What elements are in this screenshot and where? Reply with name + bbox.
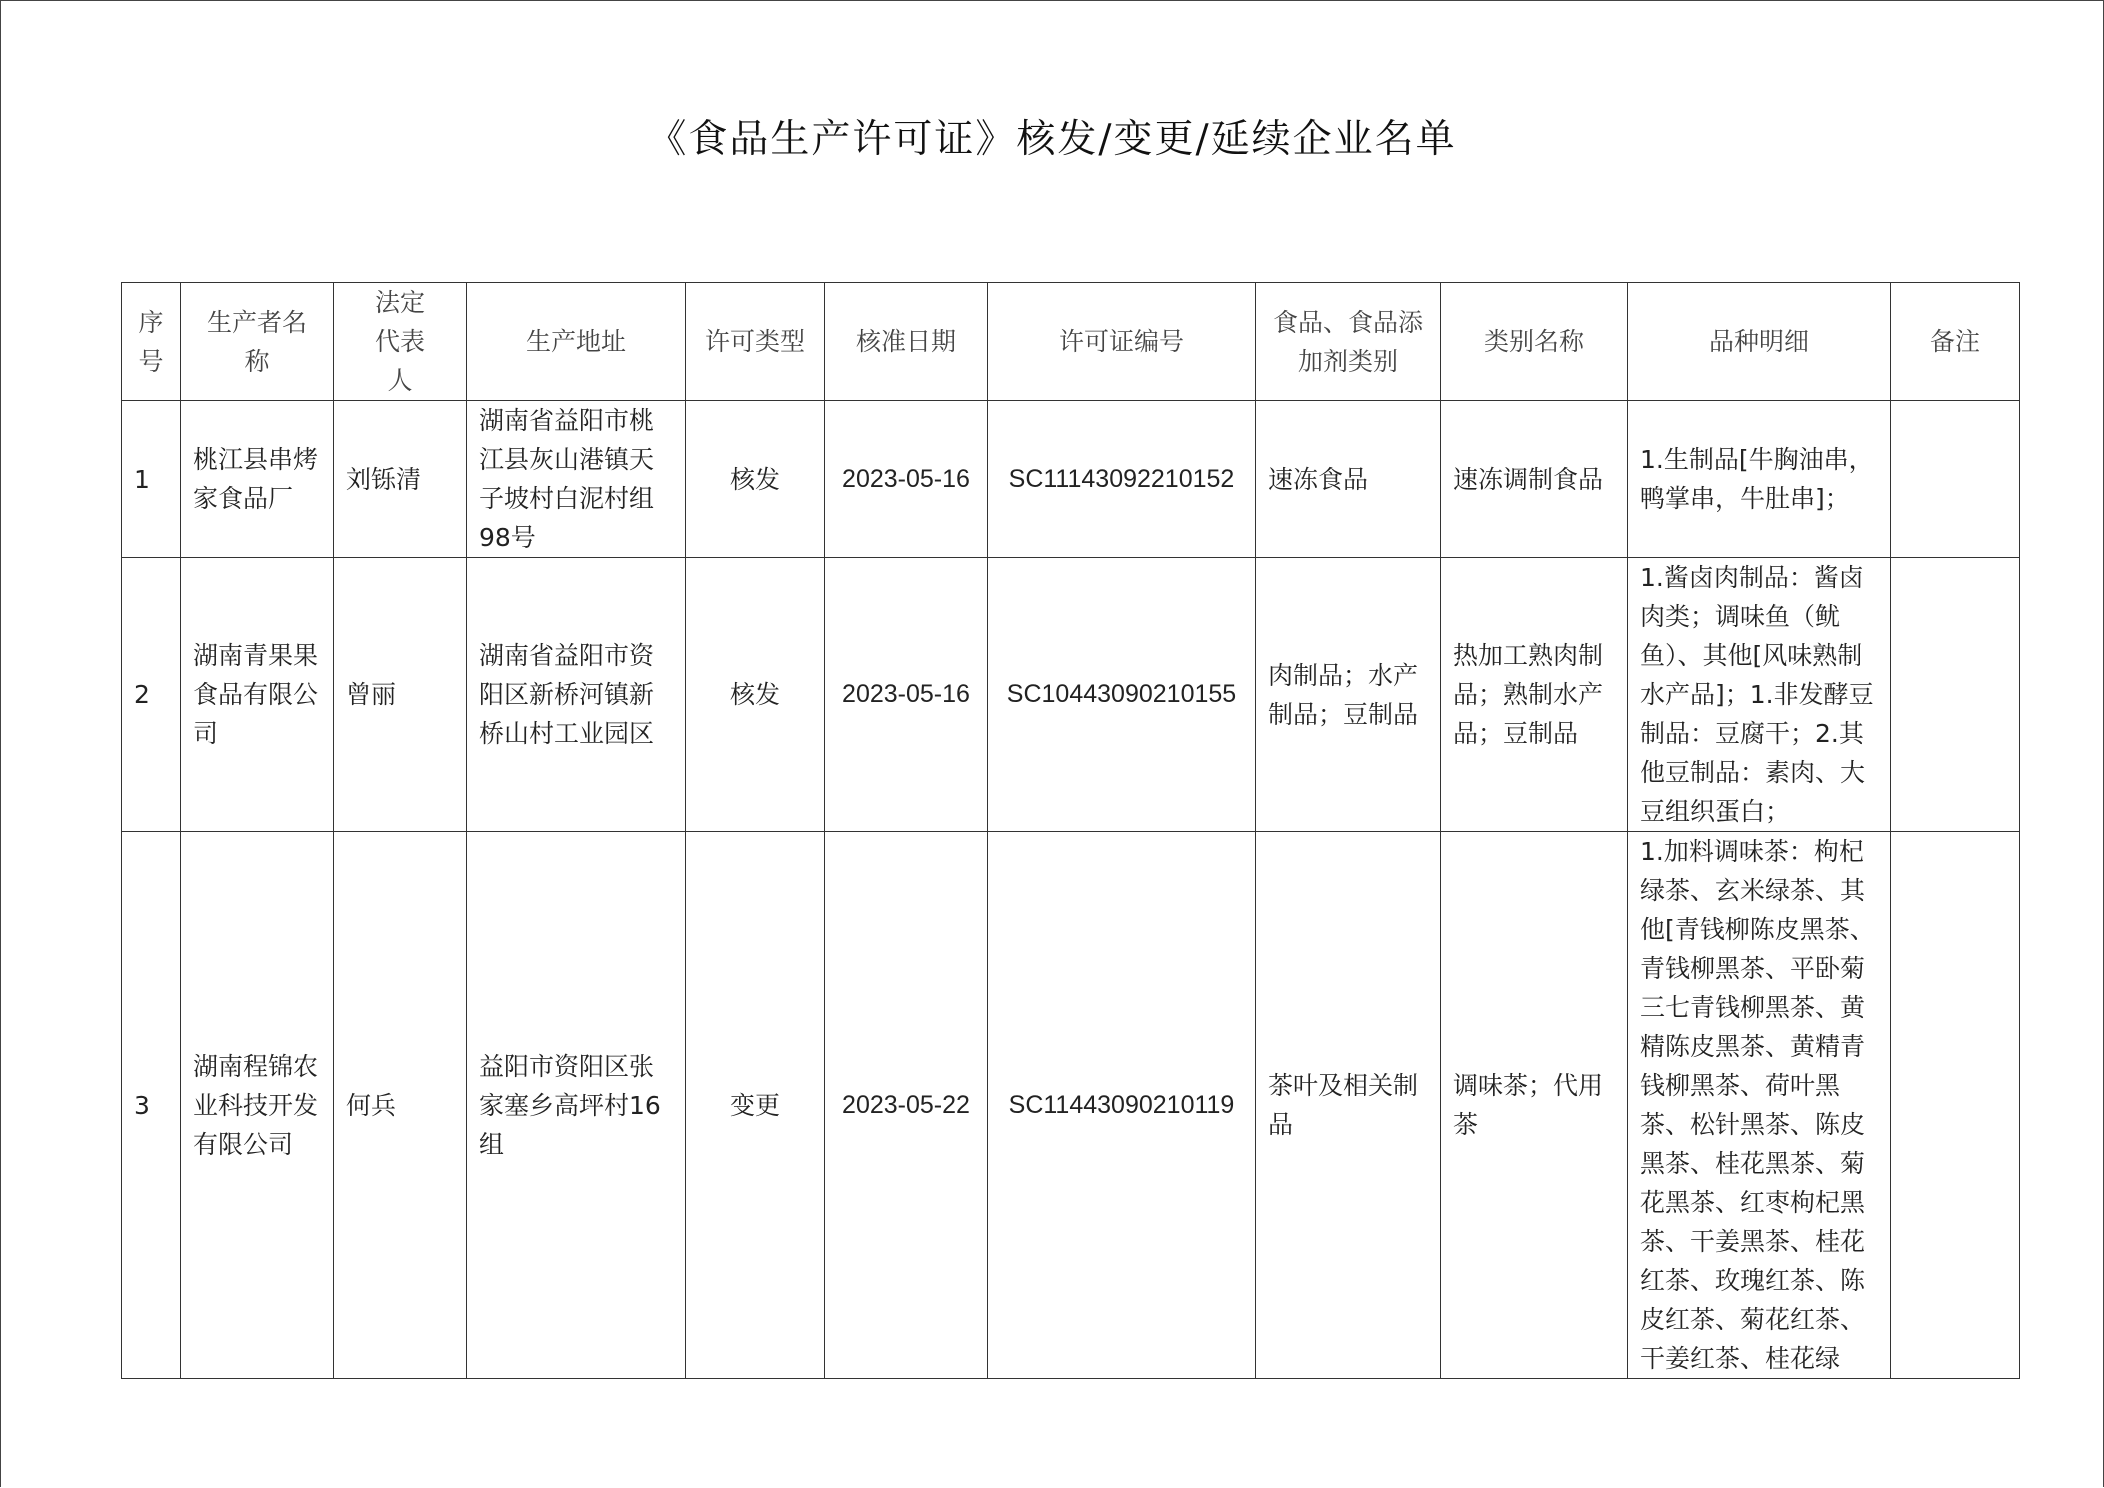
cell-detail: 1.酱卤肉制品：酱卤肉类；调味鱼（鱿鱼）、其他[风味熟制水产品]；1.非发酵豆制品：豆腐干；2.其他豆制品：素肉、大豆组织蛋白； [1628,558,1891,832]
header-row [122,283,2020,401]
cell-representative: 刘铄清 [334,401,467,558]
cell-date: 2023-05-16 [825,558,988,832]
cell-date: 2023-05-16 [825,401,988,558]
cell-date: 2023-05-22 [825,832,988,1379]
header-date: 核准日期 [825,283,988,401]
cell-address: 湖南省益阳市桃江县灰山港镇天子坡村白泥村组98号 [467,401,686,558]
cell-producer: 桃江县串烤家食品厂 [181,401,334,558]
header-permit-type: 许可类型 [686,283,825,401]
cell-permit-type: 变更 [686,832,825,1379]
cell-representative: 曾丽 [334,558,467,832]
cell-category-name: 热加工熟肉制品；熟制水产品；豆制品 [1441,558,1628,832]
header-detail: 品种明细 [1628,283,1891,401]
cell-permit-type: 核发 [686,401,825,558]
cell-remark [1891,832,2020,1379]
cell-food-category: 速冻食品 [1256,401,1441,558]
table-row [122,558,2020,832]
header-producer: 生产者名称 [181,283,334,401]
cell-index: 1 [122,401,181,558]
cell-category-name: 速冻调制食品 [1441,401,1628,558]
header-representative: 法定代表人 [334,283,467,401]
header-index: 序号 [122,283,181,401]
enterprise-table [121,282,2020,1379]
cell-license-no: SC11143092210152 [988,401,1256,558]
header-license-no: 许可证编号 [988,283,1256,401]
cell-detail: 1.生制品[牛胸油串，鸭掌串，牛肚串]； [1628,401,1891,558]
page-title: 《食品生产许可证》核发/变更/延续企业名单 [647,117,1457,162]
cell-producer: 湖南青果果食品有限公司 [181,558,334,832]
header-category-name: 类别名称 [1441,283,1628,401]
cell-index: 2 [122,558,181,832]
cell-remark [1891,401,2020,558]
cell-index: 3 [122,832,181,1379]
header-remark: 备注 [1891,283,2020,401]
cell-representative: 何兵 [334,832,467,1379]
cell-food-category: 茶叶及相关制品 [1256,832,1441,1379]
cell-address: 益阳市资阳区张家塞乡高坪村16组 [467,832,686,1379]
cell-category-name: 调味茶；代用茶 [1441,832,1628,1379]
cell-permit-type: 核发 [686,558,825,832]
header-food-category: 食品、食品添加剂类别 [1256,283,1441,401]
cell-remark [1891,558,2020,832]
table-row [122,832,2020,1379]
cell-license-no: SC11443090210119 [988,832,1256,1379]
cell-food-category: 肉制品；水产制品；豆制品 [1256,558,1441,832]
cell-license-no: SC10443090210155 [988,558,1256,832]
cell-detail: 1.加料调味茶：枸杞绿茶、玄米绿茶、其他[青钱柳陈皮黑茶、青钱柳黑茶、平卧菊三七青钱柳黑茶、黄精陈皮黑茶、黄精青钱柳黑茶、荷叶黑茶、松针黑茶、陈皮黑茶、桂花黑茶、菊花黑茶、红枣枸杞黑茶、干姜黑茶、桂花红茶、玫瑰红茶、陈皮红茶、菊花红茶、干姜红茶、桂花绿 [1628,832,1891,1379]
header-address: 生产地址 [467,283,686,401]
cell-address: 湖南省益阳市资阳区新桥河镇新桥山村工业园区 [467,558,686,832]
table-row [122,401,2020,558]
cell-producer: 湖南程锦农业科技开发有限公司 [181,832,334,1379]
